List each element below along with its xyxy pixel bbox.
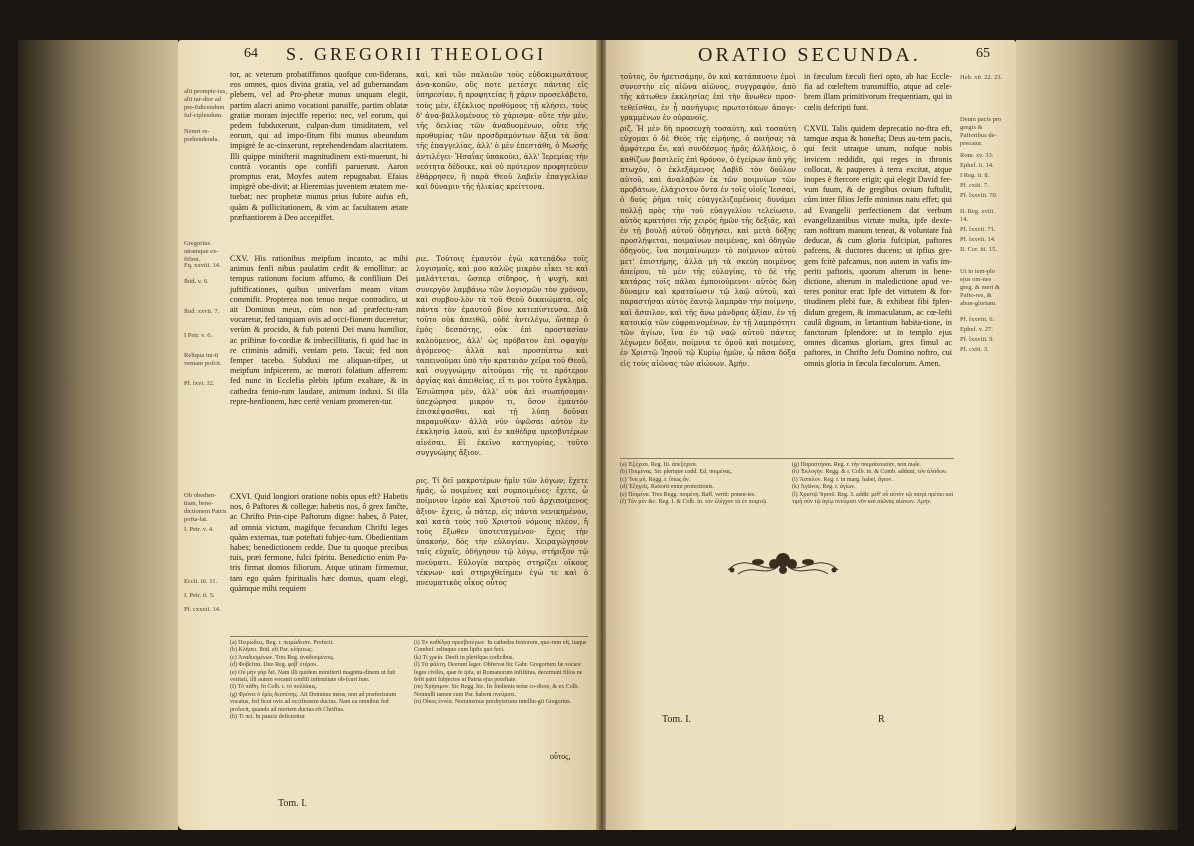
greek-paragraph: ριε. Τούτοις ἐμαυτὸν ἐγὼ κατεπᾴδω τοῖς λογισμοῖς, καὶ μου καλῶς μικρὸν εἶκει τε καὶ μαλάττεται, ὥσπερ σίδηρος, ἡ ψυχὴ, καὶ συνεργὸν λαμβάνω τῶν λογισμῶν τὸν χρόνον, καὶ συμβου-λὸν τὰ τοῦ Θεοῦ δικαιώματα, οἷς πάντα τὸν ἐμαυτοῦ βίον κατεπίστευσα. Διὰ τοῦτο οὐκ ἀπειθῶ, οὐδὲ ἀντιλέγω, ὥσπερ ὁ ἐμὸς δεσπότης, οὐκ ἐπὶ προστασίαν καλούμενος, ἀλλ' ὡς πρόβατον ἐπὶ σφαγὴν ἀγόμενος· ἀλλὰ καὶ προσπίπτω καὶ ταπεινοῦμαι ὑπὸ τὴν κραταιὰν χεῖρα τοῦ Θεοῦ, καὶ συγγνώμην αἰτοῦμαι τῆς τε πρότερον ἀργίας καὶ ἀπειθείας, εἴ τι μοι τοῦτο ἔγκλημα. Ἐσιώπησα μὲν, ἀλλ' οὐκ ἀεὶ σιωπήσομαι· ὑπεχώρησα μικρόν τι, ὅσον ἐμαυτὸν ἐπισκέψασθαι, καὶ τῇ λύπῃ δοῦναι παραμυθίαν· ἀλλὰ νῦν ὑψῶσαι αὐτὸν ἐν ἐκκλησίᾳ λαοῦ, καὶ ἐν καθέδρᾳ πρεσβυτέρων αἰνέσαι. Εἰ ἐκεῖνο κατηγορίας, τοῦτο συγγνώμης ἄξιον.	[416, 254, 588, 457]
footnote: (h) Τί πεῖ. In paucis deficientur.	[230, 714, 306, 721]
footnote-rule	[620, 458, 954, 459]
floral-ornament	[718, 540, 848, 584]
margin-note: Pf. lxxvii. 71.	[960, 226, 996, 233]
latin-paragraph: CXV. His rationibus meipfum incanto, ac mihi animus fenfi nibus paulatim cedit & emollitur: ac tempus rationum focium affumo, & confilium Dei juftificationes, quibus univerfam meam vitam commifit. Propterea non tenuo neque contradico, ut ait Dominus meus, cùm non ad præfectu-ram vocaretur, fed tanquam ovis ad occi-fionem duceretur; verùm & procido, & fub potenti Dei manu humilior, ac priftinæ fo-cordiæ & imbecillitatis, fi quid hac in re criminis admifi, veniam peto. Tacui; fed non femper tacebo. Subduxi me aliquan-tifper, ut meipfum infpicerem, ac mœrori folatium afferrem: fed nunc in Ecclefia plebis ipfum exaltare, & in cathedra fenio-rum laudare, animum induxi. Si illa repre-henfionem, hæc certè veniam promeren-tur.	[230, 254, 408, 406]
greek-paragraph: ρις. Τί δεῖ μακροτέρων ἡμῖν τῶν λόγων; ἔχετε ἡμᾶς, ὦ ποιμένες καὶ συμποιμένες· ἔχετε, ὦ ποίμνιον ἱερὸν καὶ Χριστοῦ τοῦ ἀρχιποίμενος ἄξιον· ἔχεις, ὦ πάτερ, εἰς πάντα νενικημένον, καὶ κατὰ τοὺς τοῦ Χριστοῦ νόμους πλέον, ἢ τοὺς ἔξωθεν ὑποτεταγμένον· ἔχεις τὴν ὑπακοήν, δὸς τὴν εὐλογίαν. Χειραγώγησον ταῖς εὐχαῖς, ὁδήγησον τῷ λόγῳ, στήριξον τῷ πνεύματι. Εὐλογία πατρὸς στηρίζει οἴκους τέκνων· καὶ στηριχθείημεν ἐγώ τε καὶ ὁ πνευματικὸς οἶκος οὗτος	[416, 476, 588, 588]
left-running-head: S. GREGORII THEOLOGI	[286, 44, 547, 64]
catchword: οὗτος,	[550, 752, 571, 761]
open-book	[18, 40, 1178, 830]
footnote: (f) Τὸ πάθη. In Colb. t. τὸ πολλάκις.	[230, 684, 318, 691]
footnote: (n) Οἶκος ἐννέα. Nominemus presbyterium intellin-git Gregorius.	[414, 699, 572, 706]
footnote: (e) Οὐ μὴν γὰρ δεῖ. Nam illi quidem minifterii magnitu-dinem ut fuit veritati, illi autem vocanti confifi infirmitate ob-fcuri fuer.	[230, 669, 396, 684]
footnote: (d) Ἐξηγεῖς. Ratiorit enim protectionis.	[620, 484, 715, 491]
footnote: (i) Ἄσπιλον. Reg. r. in marg. habet, ἄγιον.	[792, 476, 893, 483]
margin-note: Rom. xv. 33.	[960, 152, 994, 159]
latin-paragraph: in fæculum fæculi fieri opto, ab hac Eccle-fia ad cœleftem transmiffio, atque ad cele-brem illam primitivorum frequentiam, qui in cœlis defcripti funt.	[804, 72, 952, 112]
right-page-number: 65	[976, 46, 990, 61]
footnote: (a) Πειρώδεις. Reg. r. πειρώδεσιν. Profecit.	[230, 640, 334, 646]
margin-note: Ibid. xxvii. 7.	[184, 308, 220, 315]
margin-note: Heb. xii. 22. 23.	[960, 74, 1003, 81]
margin-note: Pf. cxxxii. 14.	[184, 606, 221, 613]
signature-mark: Tom. I.	[662, 714, 692, 725]
margin-note: II. Reg. xviii. 14.	[960, 208, 995, 223]
margin-note: Ephef. v. 27.	[960, 326, 993, 333]
footnote: (b) Κλήσει. Ibid. eft Par. κλήσεως.	[230, 647, 313, 654]
margin-note: Fq. xxviii. 14.	[184, 262, 221, 269]
right-page	[606, 40, 1016, 830]
margin-note: Pf. lxxviii. 9.	[960, 336, 995, 343]
margin-note: Gregorius utramque ex-fifiret.	[184, 240, 219, 263]
footnote: (h) Ἐκλογὴν. Regg. & r. Colb. in. & Comb. addunt, τὸν ἀλάδων.	[792, 469, 948, 476]
margin-note: Nemri re-prehendenda.	[184, 128, 219, 143]
margin-note: Ob obedien-tiam, bene-dictionem Patris pofta-lat.	[184, 492, 227, 523]
footnote: (l) Χριστῷ Ἰησοῦ. Reg. 3. addit: μεθ' οὗ αὐτὸν τῷ πατρὶ πρέπει καὶ τιμὴ σὺν τῷ ἁγίῳ πνεύματι νῦν καὶ αἰῶνας αἰώνων. Ἀμήν.	[792, 491, 954, 506]
footnote: (i) Ἐν καθέδρᾳ πρεσβυτέρων. In cathedra feniorum, quo-rum eft, itaque Combef. relinquo cum lipfis quo feci.	[414, 640, 587, 654]
footnotes-left-column	[230, 640, 406, 721]
margin-note: Pf. lxxviii. 70.	[960, 192, 998, 199]
margin-note: I Reg. ii. 8.	[960, 172, 990, 179]
margin-note: Eccli. iii. 11.	[184, 578, 218, 585]
margin-note: Ephef. ii. 14.	[960, 162, 994, 169]
latin-paragraph: CXVI. Quid longiori oratione nobis opus eft? Habetis nos, ô Paftores & collegæ: habetis nos, ô grex fančte, ac Chrifto Prin-cipe Paftorum digne: habes, ô Pater, ad omnia victum, magifque fecundum Chrifti leges quàm externas, tuæ poteftati fubjec-tum. Obedientiam habes; benedictionem redde. Due tu quoque precibus tuis, præi fermone, fulci fpiritu. Benedictio enim Pa-tris firmat domos filiorum. Atque utinam firmemur, tam ego quàm fpiritualis hæc domus, quam elegi, quàmque mihi requiem	[230, 492, 408, 593]
margin-note: Pf. lxvi. 32.	[184, 380, 215, 387]
greek-paragraph: καὶ, καὶ τῶν παλαιῶν τοὺς εὐδοκιμωτάτους ἀνα-κοπῶν, οὓς ποτε μετέσχε πάντας εἰς ὑπηρεσίαν, ἢ προφητείας ἢ χάριν προσελάβετο, τοὺς μὲν, ἑξέκλιος προθύμους τῇ κλήσει, τοὺς δ' ἀνα-βαλλομένους τὸ χάρισμα· οὔτε τὴν μὲν, τῆς δειλίας τῶν ἀναδυομένων, οὔτε τῆς προθυμίας τῶν προσδραμόντων ἄξια τὰ ὅσα τῆς ἐπαγγελίας, ἀλλ' ὁ μὲν ἐπεστάθη, ὁ Μωσῆς ἀντιλέγει· Ἡσαΐας ὑπακούει, ἀλλ' Ἱερεμίας τὴν νεότητα δέδοικε, καὶ οὐ πρότερον προφητεύειν ἐθάρρησεν, ἢ παρὰ Θεοῦ λαβεῖν ἐπαγγελίαν καὶ δύναμιν τῆς ἡλικίας κρείττονα.	[416, 70, 588, 192]
footnote: (e) Ποιμένα. Tres Regg. ποιμένη. Baff. vertit: ponen-tes.	[620, 491, 756, 498]
margin-note: Pf. lxxviii. 6.	[960, 316, 995, 323]
footnote: (l) Τὰ ψάλτη. Deerunt leger. Obfervat hic Gabr. Gregorium fæ vocare leges civiles, quæ fe ipfa, ut Romanorum infiftitus, decernunt filios ne fefit patri fubjectos ut Patria ejus poteftate.	[414, 662, 583, 684]
margin-note: Reliqua ini-ti veniam pofcit.	[184, 352, 222, 367]
left-page	[178, 40, 598, 830]
footnote: (f) Τὸν μὲν &c. Reg. I. & Colb. in. τὸν ἐλέγχον τὰ ἐν ποιμνῷ.	[620, 499, 768, 506]
footnote: (k) Τί χρεία. Deeft in plerifque codicibus.	[414, 654, 514, 661]
signature-letter: R	[878, 714, 885, 725]
footnote: (b) Ποιμένας. Sic plerique codd. Ed. ποιμένας.	[620, 469, 733, 476]
margin-note: Ibid. v. 6.	[184, 278, 209, 285]
footnote: (c) Ἀναδυομένων. Tres Reg. ἀναδυομένοις.	[230, 654, 335, 661]
greek-paragraph: τοῦτος, ὃν ἡρετισάμην, ὃν καὶ κατάπαυσιν ἐμοὶ συνεστὴν εἰς αἰῶνα αἰῶνος, συγγραφόν, ἀπὸ τῆς κάτωθεν ἐκκλησίας ἐπὶ τὴν ἄνωθεν προσ-τεθεῖσθαι, ἐν ᾗ πανήγυρις πρωτοτόκων ἀπογε-γραμμένων ἐν οὐρανοῖς.	[620, 72, 796, 122]
left-page-edges	[18, 40, 178, 830]
margin-note: I. Petr. v. 4.	[184, 526, 214, 533]
footnote-rule	[230, 636, 588, 637]
margin-note: Ut in tem-plo ejus om-nes greg. & meri & Pafto-res, & abun-gloriam.	[960, 268, 1001, 307]
footnotes-left-column	[620, 462, 784, 506]
footnotes-right-column	[792, 462, 956, 506]
footnote: (c) Ἵνα μὴ. Regg. r. ὅπως ἄν.	[620, 476, 691, 483]
footnote: (g) Παραστήσαι. Reg. r. τὴν ποιμαίνουσαν, non male.	[792, 462, 922, 468]
footnote: (d) Φοβεῖται. Duo Reg. φοβ' ἐτέρου.	[230, 662, 318, 669]
footnotes-right-column	[414, 640, 590, 707]
margin-note: Pf. cxiii. 7.	[960, 182, 989, 189]
margin-note: Pf. cxiii. 3.	[960, 346, 989, 353]
margin-note: I Petr. v. 6.	[184, 332, 213, 339]
footnote: (m) Χρήσιμον. Sic Regg. hic. Iis fiedienis notæ co-dices, & ex Colb. Nonnulli tamen cum Par. habent πνεύματι.	[414, 684, 579, 698]
latin-paragraph: tor, ac veterum probatiffimos quofque con-fiderans, eos omnes, quos divina gratia, vel ad gubernandam plebem, vel ad Pro-phetæ munus unquam elegit, partim alacri animo vocationi paruiffe, partim oblatæ gratiæ moram injeciffe reperio: nec, vel eorum, qui pedem fubduxerunt, culpan-dum timiditatem, vel eorum, qui ad impo-fitum fibi munus obeundum impigrè fe ac-cinxerunt, reprehendendam alacritatem. Illi quippe minifterii magnitudinem exti-muerunt, hi contrà vocantis ope confifi paruerunt. Aaron promptus erat, Moyfes autem repugnabat. Efaias impigrè obe-divit; at Hieremias juventem ætatem me-tuebat; nec prophetæ munus prius fubire aufus eft, quàm & pollicitationem, & vim ac facultatem ætate præftantiorem à Deo accepiffet.	[230, 70, 408, 222]
greek-paragraph: ριζ. Ἡ μὲν δὴ προσευχὴ τοσαύτη, καὶ τοσαύτη εὐχομαι ὁ δὲ Θεὸς τῆς εἰρήνης, ὁ ποιήσας τὰ ἀμφότερα ἕν, καὶ συνδέσμος ἡμᾶς ἀλλήλοις, ὁ καθίζων βασιλεῖς ἐπὶ θρόνον, ὁ ἐγείρων ἀπὸ γῆς πτωχὸν, ὁ ἐκλεξάμενος Δαβὶδ τὸν δοῦλον αὐτοῦ, καὶ ἀναλαβὼν ἐκ τῶν ποιμνίων τῶν προβάτων, ἐλάχιστον ὄντα ἐν τοῖς υἱοῖς Ἰεσσαί, ὁ δοὺς ῥῆμα τοῖς εὐαγγελιζομένοις δυνάμει πολλῇ πρὸς τὴν τοῦ εὐαγγελίου τελείωσιν, αὐτὸς κρατήσει τῆς χειρὸς ἡμῶν τῆς δεξιᾶς, καὶ ἐν τῇ βουλῇ αὐτοῦ ὁδηγήσει, καὶ μετὰ δόξης προσλήψεται, ποιμαίνων ποιμένας, καὶ ὁδηγῶν ὁδηγοὺς, ἵνα ποιμαίνωμεν τὸ ποίμνιον αὐτοῦ μετ' ἐπιστήμης, ἀλλὰ μὴ τὰ σκεύη ποιμένος ἀπείρου, τὸ μὲν τῆς εὐλογίας, τὸ δὲ τῆς κατάρας τοῖς πάλαι ἐμποιούμενοι· αὐτὸς δώῃ δύναμιν καὶ κραταίωσιν τῷ λαῷ αὐτοῦ, καὶ παραστήσαι αὐτὸς ἑαυτῷ λαμπρὰν τὴν ποίμνην, καὶ ἄσπιλον, καὶ τῆς ἄνω μάνδρας ἀξίαν, ἐν τῇ κατοικίᾳ τῶν εὐφραινομένων, ἐν τῇ λαμπρότητι τῶν ἁγίων, ἵνα ἐν τῷ ναῷ αὐτοῦ πάντες λέγωμεν δόξαν, ποίμνια τε ὁμοῦ καὶ ποιμένες, ἐν Χριστῷ Ἰησοῦ τῷ Κυρίῳ ἡμῶν, ᾧ πᾶσα δόξα εἰς τοὺς αἰῶνας τῶν αἰώνων. Ἀμήν.	[620, 124, 796, 368]
right-page-edges	[1016, 40, 1178, 830]
footnote: (a) Ἐξέχεσι. Reg. Iii. ἀπεξέχεσι.	[620, 462, 698, 468]
footnote: (k) Ἀγῶνος. Reg. r. ἀγίων.	[792, 484, 856, 491]
latin-paragraph: CXVII. Talis quidem deprecatio no-ftra eft, tamque æqua & honefta; Deus au-tem pacis, qui fecit utraque unum, nofque nobis invicem reddidit, qui reges in thronis collocat, & pauperes à terra excitat, atque inopes è ftercore erigit; qui elegit David fer-vum fuum, & de gregibus ovium fuftulit, cùm inter filios Jeffe minimus natu effet; qui ad Evangelii perfectionem dat verbum evangelizantibus virtute multa, ipfe dexte-ram noftram manum teneat, & voluntate fuà deducat, & cum gloria fufcipiat, paftores pafcens, & ductores ducens; ut ipfius gre-gem fcitè pafcamus, non autem in vafis im-periti paftoris, quorum alterum in bene-dictione, alterum in maledictione apud ve-teres ponitur erat: Ipfe det virtutem & for-titudinem plebi fuæ, & exhibeat fibi fplen-didum gregem, & immaculatum, ac cœ-lefti caulâ dignum, in lætantium habita-tione, in fanctorum fplendore: ut in templo ejus omnes dicamus gloriam, grex fimul ac paftores, in Chrifto Jefu Domino noftro, cui omnis gloria in fæcula fæculorum. Amen.	[804, 124, 952, 368]
left-page-number: 64	[244, 46, 258, 61]
margin-note: Pf. lxxvii. 14.	[960, 236, 996, 243]
footnote: (g) Φρύνει ὁ ἐμὸς δεσπότης. Ait Dominus meus, non ad præfecturam vocatus, fed ficut ovis ad occifionem ductus. Nam ea omnibus fed profecit, quando ad mortem ductus eft Chriftus.	[230, 691, 397, 713]
margin-note: Deum pacis pro gregis & Paftoribus de-precatur.	[960, 116, 1002, 147]
margin-note: II. Cor. iii. 15.	[960, 246, 998, 253]
right-running-head: ORATIO SECUNDA.	[698, 44, 921, 66]
margin-note: alii prompte-ius, alii tar-dior ad pro-fidicendum fuf-ciplendum.	[184, 88, 227, 119]
signature-mark: Tom. I.	[278, 798, 308, 809]
margin-note: I. Petr. ii. 5.	[184, 592, 215, 599]
